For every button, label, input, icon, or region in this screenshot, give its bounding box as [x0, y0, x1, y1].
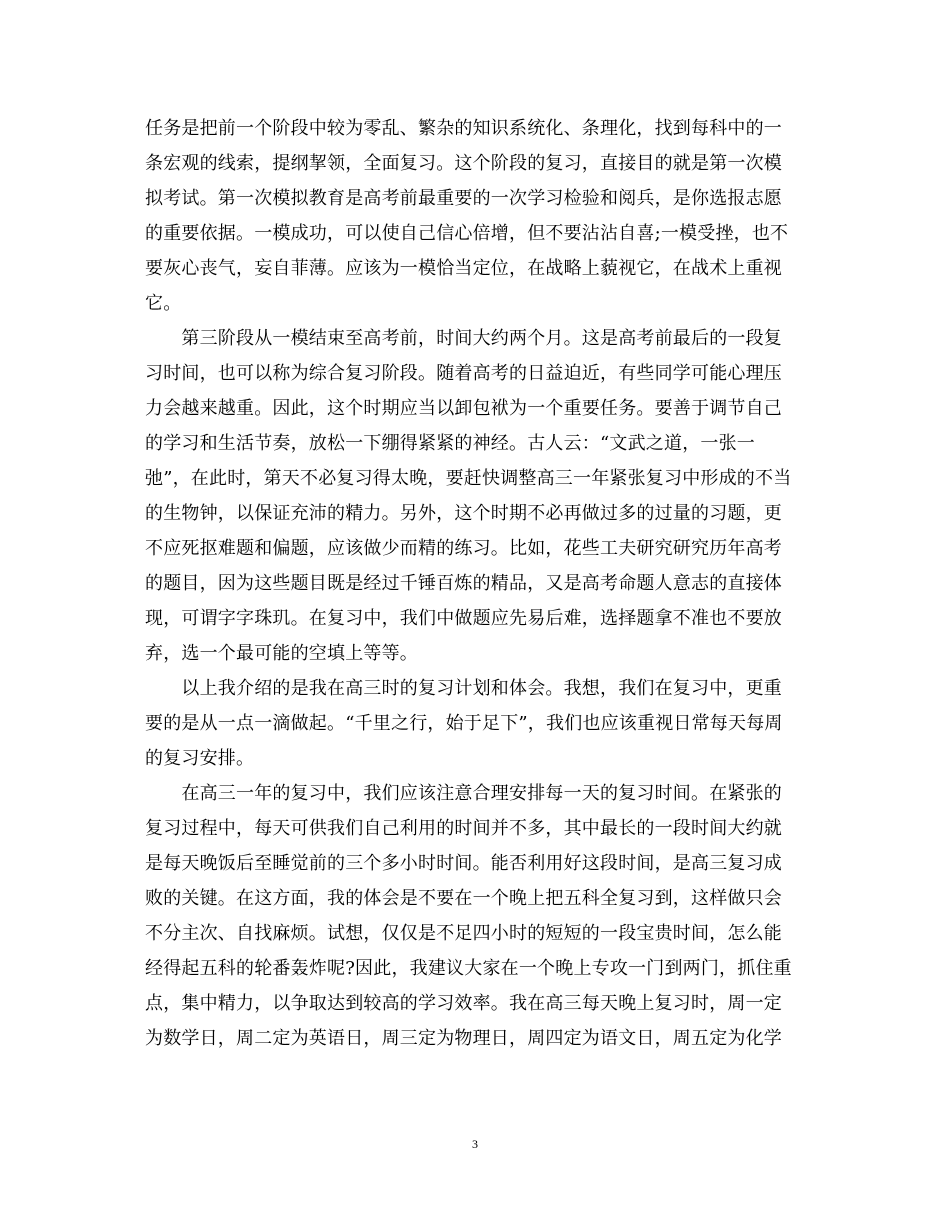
- text-line: 的重要依据。一模成功，可以使自己信心倍增，但不要沾沾自喜;一模受挫，也不: [145, 223, 789, 244]
- text-line: 它。: [145, 293, 182, 314]
- text-line: 现，可谓字字珠玑。在复习中，我们中做题应先易后难，选择题拿不准也不要放: [145, 608, 782, 629]
- text-line: 复习过程中，每天可供我们自己利用的时间并不多，其中最长的一段时间大约就: [145, 818, 782, 839]
- text-line: 习时间，也可以称为综合复习阶段。随着高考的日益迫近，有些同学可能心理压: [145, 363, 782, 384]
- text-line: 点，集中精力，以争取达到较高的学习效率。我在高三每天晚上复习时，周一定: [145, 993, 782, 1014]
- text-line: 的学习和生活节奏，放松一下绷得紧紧的神经。古人云：“文武之道，一张一: [145, 433, 755, 454]
- text-line: 以上我介绍的是我在高三时的复习计划和体会。我想，我们在复习中，更重: [145, 678, 782, 699]
- text-line: 拟考试。第一次模拟教育是高考前最重要的一次学习检验和阅兵，是你选报志愿: [145, 188, 782, 209]
- text-line: 的生物钟，以保证充沛的精力。另外，这个时期不必再做过多的过量的习题，更: [145, 503, 782, 524]
- text-line: 不分主次、自找麻烦。试想，仅仅是不足四小时的短短的一段宝贵时间，怎么能: [145, 923, 782, 944]
- text-line: 弛”，在此时，第天不必复习得太晚，要赶快调整高三一年紧张复习中形成的不当: [145, 468, 792, 489]
- text-line: 的复习安排。: [145, 748, 255, 769]
- page-number: 3: [472, 1137, 478, 1151]
- text-line: 力会越来越重。因此，这个时期应当以卸包袱为一个重要任务。要善于调节自己: [145, 398, 782, 419]
- text-line: 经得起五科的轮番轰炸呢?因此，我建议大家在一个晚上专攻一门到两门，抓住重: [145, 958, 792, 979]
- body-text: [145, 111, 805, 1056]
- text-line: 要的是从一点一滴做起。“千里之行，始于足下”，我们也应该重视日常每天每周: [145, 713, 783, 734]
- text-line: 败的关键。在这方面，我的体会是不要在一个晚上把五科全复习到，这样做只会: [145, 888, 782, 909]
- text-line: 要灰心丧气，妄自菲薄。应该为一模恰当定位，在战略上藐视它，在战术上重视: [145, 258, 782, 279]
- text-line: 为数学日，周二定为英语日，周三定为物理日，周四定为语文日，周五定为化学: [145, 1028, 782, 1049]
- text-line: 任务是把前一个阶段中较为零乱、繁杂的知识系统化、条理化，找到每科中的一: [145, 118, 782, 139]
- text-line: 在高三一年的复习中，我们应该注意合理安排每一天的复习时间。在紧张的: [145, 783, 782, 804]
- text-line: 是每天晚饭后至睡觉前的三个多小时时间。能否利用好这段时间，是高三复习成: [145, 853, 782, 874]
- text-line: 条宏观的线索，提纲挈领，全面复习。这个阶段的复习，直接目的就是第一次模: [145, 153, 782, 174]
- text-line: 第三阶段从一模结束至高考前，时间大约两个月。这是高考前最后的一段复: [145, 328, 782, 349]
- text-line: 弃，选一个最可能的空填上等等。: [145, 643, 418, 664]
- text-line: 的题目，因为这些题目既是经过千锤百炼的精品，又是高考命题人意志的直接体: [145, 573, 782, 594]
- text-line: 不应死抠难题和偏题，应该做少而精的练习。比如，花些工夫研究研究历年高考: [145, 538, 782, 559]
